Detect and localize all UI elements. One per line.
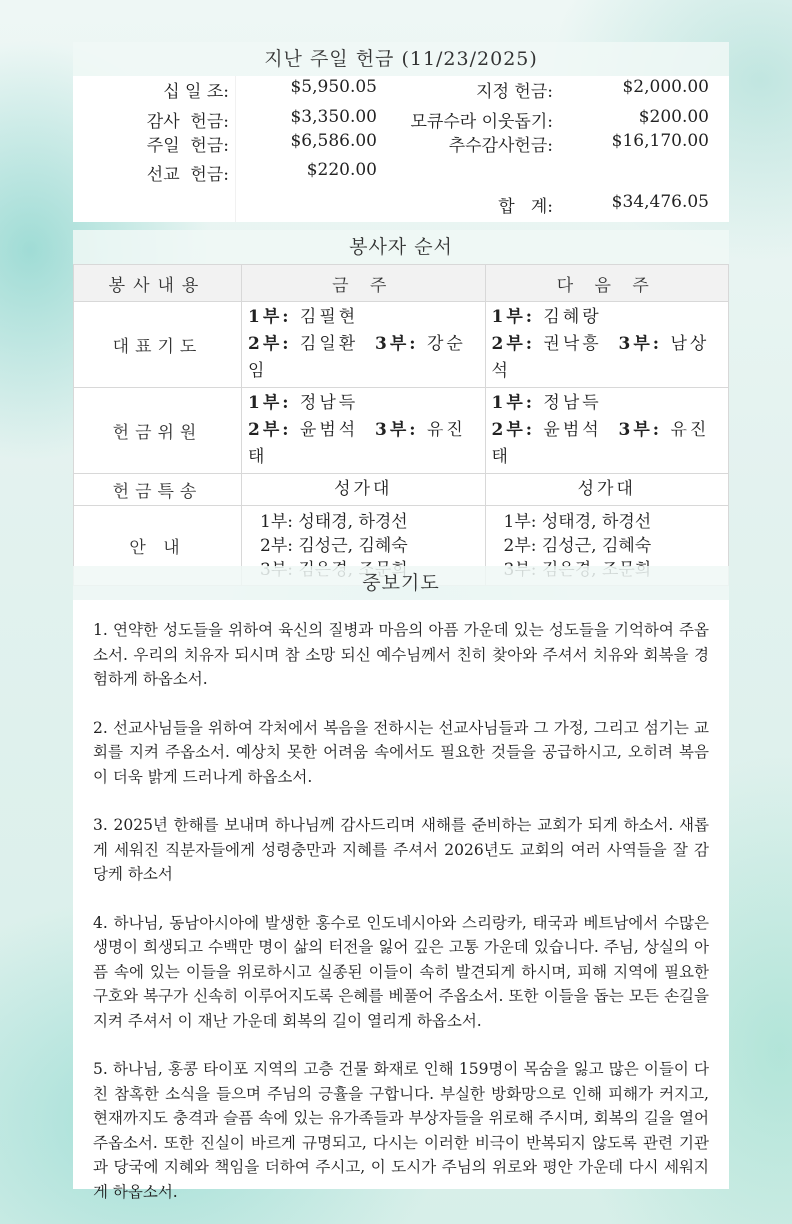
offering-label: 십 일 조: <box>163 82 229 102</box>
total-value: $34,476.05 <box>611 192 709 212</box>
table-row <box>74 388 729 474</box>
part-label: 1부: <box>491 307 536 327</box>
next-week-cell: 성가대 <box>485 474 729 506</box>
offering-label: 지정 헌금: <box>476 82 553 102</box>
offering-value: $5,950.05 <box>290 77 377 97</box>
row-label: 대표기도 <box>74 302 242 388</box>
offering-value: $3,350.00 <box>290 107 377 127</box>
offering-value: $200.00 <box>638 107 709 127</box>
person-name: 윤범석 <box>535 420 602 440</box>
guide-line: 1부: 성태경, 하경선 <box>260 511 408 532</box>
this-week-cell <box>242 388 486 474</box>
offering-label: 감사 헌금: <box>146 112 229 132</box>
table-header-row <box>74 265 729 302</box>
part-label: 2부: <box>248 334 292 354</box>
row-label: 헌금위원 <box>74 388 242 474</box>
part-label: 2부: <box>248 420 292 440</box>
part-label: 3부: <box>618 334 663 354</box>
person-name: 강순임 <box>248 334 466 381</box>
offering-value: $220.00 <box>306 160 377 180</box>
prayer-item: 3. 2025년 한해를 보내며 하나님께 감사드리며 새해를 준비하는 교회가 되게 하소서. 새롭게 세워진 직분자들에게 성령충만과 지혜를 주셔서 2026년도 교회의 여러 사역들을 잘 감당케 하소서 <box>93 816 709 883</box>
table-row <box>74 302 729 388</box>
offering-total-row <box>73 192 729 216</box>
guide-line: 1부: 성태경, 하경선 <box>503 511 652 532</box>
part-label: 2부: <box>491 334 536 354</box>
offering-label: 모큐수라 이웃돕기: <box>410 112 553 132</box>
person-name: 유진태 <box>248 420 466 467</box>
service-section <box>73 230 729 586</box>
guide-line: 2부: 김성근, 김혜숙 <box>503 535 652 556</box>
part-label: 2부: <box>491 420 536 440</box>
row-label: 헌금특송 <box>74 474 242 506</box>
prayer-item: 1. 연약한 성도들을 위하여 육신의 질병과 마음의 아픔 가운데 있는 성도들을 기억하여 주옵소서. 우리의 치유자 되시며 참 소망 되신 예수님께서 친히 찾아와 주셔서 치유와 회복을 경험하게 하옵소서. <box>93 621 709 688</box>
table-row <box>74 474 729 506</box>
offering-body <box>73 76 729 222</box>
prayer-item: 4. 하나님, 동남아시아에 발생한 홍수로 인도네시아와 스리랑카, 태국과 베트남에서 수많은 생명이 희생되고 수백만 명이 삶의 터전을 잃어 깊은 고통 가운데 있습니다. 주님, 상실의 아픔 속에 있는 이들을 위로하시고 실종된 이들이 속히 발견되게 하시며, 피해 지역에 필요한 구호와 복구가 신속히 이루어지도록 은혜를 베풀어 주옵소서. 또한 이들을 돕는 모든 손길을 지켜 주셔서 이 재난 가운데 회복의 길이 열리게 하옵소서. <box>93 913 709 1030</box>
person-name: 윤범석 <box>291 420 359 440</box>
part-label: 3부: <box>618 420 663 440</box>
person-name: 권낙흥 <box>535 334 602 354</box>
part-label: 1부: <box>248 307 292 327</box>
offering-row <box>73 77 729 101</box>
offering-value: $6,586.00 <box>290 131 377 151</box>
prayer-body <box>73 600 729 1201</box>
part-label: 3부: <box>375 334 419 354</box>
next-week-cell <box>485 302 729 388</box>
offering-section <box>73 42 729 222</box>
person-name: 정남득 <box>535 393 602 413</box>
person-name: 김필현 <box>291 307 359 327</box>
offering-title: 지난 주일 헌금 (11/23/2025) <box>73 42 729 76</box>
header-next-week: 다 음 주 <box>485 265 729 302</box>
prayer-section <box>73 566 729 1201</box>
service-table <box>73 264 729 586</box>
this-week-cell: 성가대 <box>242 474 486 506</box>
row-label: 안 내 <box>74 506 242 586</box>
part-label: 1부: <box>491 393 536 413</box>
offering-row <box>73 131 729 155</box>
total-label: 합 계: <box>498 197 553 217</box>
offering-row <box>73 107 729 131</box>
person-name: 남상석 <box>491 334 710 381</box>
person-name: 정남득 <box>291 393 359 413</box>
offering-value: $16,170.00 <box>611 131 709 151</box>
next-week-cell <box>485 388 729 474</box>
header-this-week: 금 주 <box>242 265 486 302</box>
prayer-item: 5. 하나님, 홍콩 타이포 지역의 고층 건물 화재로 인해 159명이 목숨을 잃고 많은 이들이 다친 참혹한 소식을 들으며 주님의 긍휼을 구합니다. 부실한 방화망으로 인해 피해가 커지고, 현재까지도 충격과 슬픔 속에 있는 유가족들과 부상자들을 위로해 주시며, 회복의 길을 열어 주옵소서. 또한 진실이 바르게 규명되고, 다시는 이러한 비극이 반복되지 않도록 관련 기관과 당국에 지혜와 책임을 더하여 주시고, 이 도시가 주님의 위로와 평안 가운데 다시 세워지게 하옵소서. <box>93 1060 709 1201</box>
guide-line: 2부: 김성근, 김혜숙 <box>260 535 408 556</box>
part-label: 1부: <box>248 393 292 413</box>
part-label: 3부: <box>375 420 419 440</box>
offering-label: 추수감사헌금: <box>448 136 553 156</box>
prayer-item: 2. 선교사님들을 위하여 각처에서 복음을 전하시는 선교사님들과 그 가정, 그리고 섬기는 교회를 지켜 주옵소서. 예상치 못한 어려움 속에서도 필요한 것들을 공급하시고, 오히려 복음이 더욱 밝게 드러나게 하옵소서. <box>93 718 709 786</box>
service-title: 봉사자 순서 <box>73 230 729 264</box>
offering-label: 선교 헌금: <box>146 165 229 185</box>
offering-label: 주일 헌금: <box>146 136 229 156</box>
prayer-title: 중보기도 <box>73 566 729 600</box>
header-service: 봉사내용 <box>74 265 242 302</box>
offering-value: $2,000.00 <box>622 77 709 97</box>
offering-row <box>73 160 729 184</box>
person-name: 유진태 <box>491 420 710 467</box>
person-name: 김혜랑 <box>535 307 602 327</box>
person-name: 김일환 <box>291 334 359 354</box>
this-week-cell <box>242 302 486 388</box>
